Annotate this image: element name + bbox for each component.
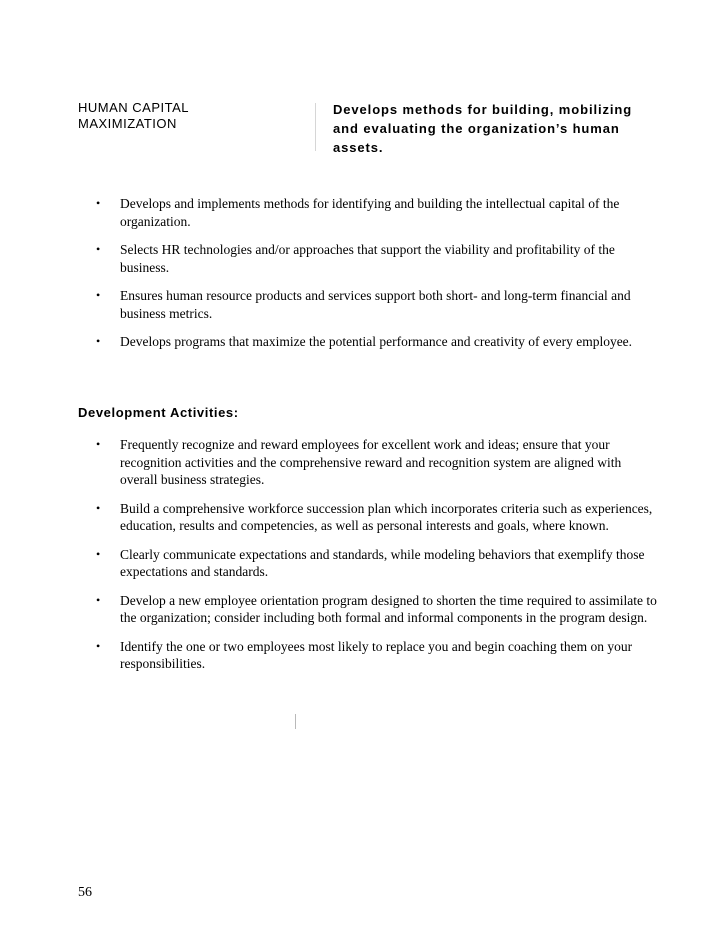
list-item (92, 592, 658, 627)
list-item (92, 546, 658, 581)
bullet-icon: • (96, 638, 101, 653)
list-item (92, 436, 658, 489)
development-activities-heading: Development Activities: (78, 405, 239, 420)
header-divider (315, 103, 316, 151)
competency-title (78, 100, 298, 132)
list-item-text: Develops and implements methods for identifying and building the intellectual capital of the organization. (120, 196, 620, 229)
list-item (92, 195, 658, 230)
list-item-text: Develop a new employee orientation program designed to shorten the time required to assimilate to the organization; consider including both formal and informal components in the program design. (120, 592, 657, 625)
bullet-icon: • (96, 196, 101, 210)
competency-title-line-2: MAXIMIZATION (78, 116, 177, 131)
bullet-icon: • (96, 437, 101, 451)
list-item-text: Build a comprehensive workforce succession plan which incorporates criteria such as experiences, education, results and competencies, as well as personal interests and goals, where known. (120, 500, 653, 533)
list-item-text: Frequently recognize and reward employees for excellent work and ideas; ensure that your recognition activities and the comprehensive reward and recognition system are aligned with overall business strategies. (120, 437, 622, 487)
list-item-text: Ensures human resource products and services support both short- and long-term financial and business metrics. (120, 288, 631, 321)
page-number: 56 (78, 885, 92, 900)
development-activities-list (92, 436, 658, 684)
competency-title-line-1: HUMAN CAPITAL (78, 100, 189, 115)
list-item-text: Clearly communicate expectations and standards, while modeling behaviors that exemplify those expectations and standards. (120, 546, 645, 579)
list-item (92, 500, 658, 535)
responsibilities-list (92, 195, 658, 362)
competency-description-line-1: Develops methods for building, mobilizing (333, 102, 633, 117)
list-item (92, 638, 658, 673)
bullet-icon: • (96, 592, 101, 607)
text-cursor-mark (295, 714, 296, 729)
competency-description-line-2: and evaluating the organization’s human (333, 121, 620, 136)
list-item-text: Develops programs that maximize the potential performance and creativity of every employee. (120, 334, 633, 349)
list-item (92, 333, 658, 351)
bullet-icon: • (96, 546, 101, 561)
bullet-icon: • (96, 288, 101, 302)
bullet-icon: • (96, 242, 101, 256)
bullet-icon: • (96, 500, 101, 515)
bullet-icon: • (96, 334, 101, 348)
list-item (92, 241, 658, 276)
list-item-text: Identify the one or two employees most likely to replace you and begin coaching them on your responsibilities. (120, 638, 633, 671)
competency-description (333, 100, 663, 157)
list-item (92, 287, 658, 322)
list-item-text: Selects HR technologies and/or approaches that support the viability and profitability of the business. (120, 242, 615, 275)
competency-description-line-3: assets. (333, 140, 384, 155)
